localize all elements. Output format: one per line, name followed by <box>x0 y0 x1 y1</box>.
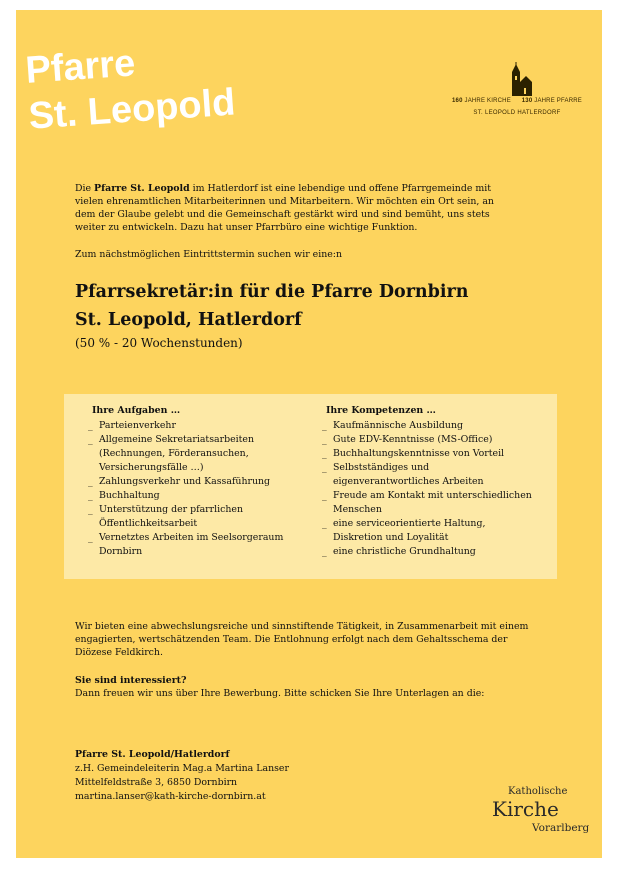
list-item: _ Zahlungsverkehr und Kassaführung <box>88 475 303 489</box>
list-item: _ Selbstständiges und eigenverantwortliches Arbeiten <box>322 461 537 489</box>
skills-list <box>322 419 537 559</box>
logo-line-2: Kirche <box>492 797 559 821</box>
contact-attn: z.H. Gemeindeleiterin Mag.a Martina Lanser <box>75 763 289 774</box>
tasks-heading: Ihre Aufgaben … <box>92 405 181 416</box>
seek-text: Zum nächstmöglichen Eintrittstermin suchen wir eine:n <box>75 249 342 260</box>
list-item: _ Buchhaltung <box>88 489 303 503</box>
intro-paragraph <box>75 182 515 234</box>
logo-right-number: 130 <box>521 98 533 104</box>
logo-left-number: 160 <box>452 98 463 104</box>
poster-title <box>24 29 300 140</box>
church-tower-icon <box>500 62 534 96</box>
anniversary-logo <box>452 62 582 122</box>
logo-right-text: JAHRE PFARRE <box>534 98 582 104</box>
skills-column <box>322 404 537 559</box>
list-item: _ Gute EDV-Kenntnisse (MS-Office) <box>322 433 537 447</box>
offer-text: Wir bieten eine abwechslungsreiche und sinnstiftende Tätigkeit, in Zusammenarbeit mit einem engagierten, wertschätzenden Team. Die Entlohnung erfolgt nach dem Gehaltsschema der Diözese Feldkirch. <box>75 621 529 658</box>
list-item: _ Unterstützung der pfarrlichen Öffentlichkeitsarbeit <box>88 503 303 531</box>
tasks-list <box>88 419 303 559</box>
list-item: _ Vernetztes Arbeiten im Seelsorgeraum Dornbirn <box>88 531 303 559</box>
list-item: _ eine serviceorientierte Haltung, Diskretion und Loyalität <box>322 517 537 545</box>
poster <box>16 10 602 858</box>
intro-parish-name: Pfarre St. Leopold <box>94 183 190 194</box>
list-item: _ Buchhaltungskenntnisse von Vorteil <box>322 447 537 461</box>
list-item: _ Parteienverkehr <box>88 419 303 433</box>
logo-left-text: JAHRE KIRCHE <box>464 98 511 104</box>
job-title <box>75 278 515 334</box>
tasks-column <box>88 404 303 559</box>
intro-prefix: Die <box>75 183 95 194</box>
list-item: _ Kaufmännische Ausbildung <box>322 419 537 433</box>
title-line-2: St. Leopold <box>27 81 237 138</box>
offer-section <box>75 620 535 700</box>
interest-text: Dann freuen wir uns über Ihre Bewerbung. Bitte schicken Sie Ihre Unterlagen an die: <box>75 688 485 699</box>
list-item: _ eine christliche Grundhaltung <box>322 545 537 559</box>
interest-title: Sie sind interessiert? <box>75 675 187 686</box>
logo-bottom-text: ST. LEOPOLD HATLERDORF <box>473 110 561 116</box>
job-title-line-2: St. Leopold, Hatlerdorf <box>75 310 302 330</box>
contact-org: Pfarre St. Leopold/Hatlerdorf <box>75 749 230 760</box>
requirements-box <box>64 394 557 579</box>
contact-email: martina.lanser@kath-kirche-dornbirn.at <box>75 791 266 802</box>
job-hours: (50 % - 20 Wochenstunden) <box>75 336 243 350</box>
intro-body: im Hatlerdorf ist eine lebendige und offene Pfarrgemeinde mit vielen ehrenamtlichen Mitarbeiterinnen und Mitarbeitern. Wir möchten ein Ort sein, an dem der Glaube gelebt und die Gemeinschaft gestärkt wird und sind bemüht, uns stets weiter zu entwickeln. Dazu hat unser Pfarrbüro eine wichtige Funktion. <box>75 183 494 233</box>
skills-heading: Ihre Kompetenzen … <box>326 405 436 416</box>
list-item: _ Allgemeine Sekretariatsarbeiten (Rechnungen, Förderansuchen, Versicherungsfälle …) <box>88 433 303 475</box>
contact-block <box>75 748 375 804</box>
job-title-line-1: Pfarrsekretär:in für die Pfarre Dornbirn <box>75 282 469 302</box>
logo-line-3: Vorarlberg <box>532 822 590 834</box>
main-content <box>75 182 515 352</box>
title-line-1: Pfarre <box>24 42 137 92</box>
contact-address: Mittelfeldstraße 3, 6850 Dornbirn <box>75 777 238 788</box>
logo-line-1: Katholische <box>508 786 568 797</box>
list-item: _ Freude am Kontakt mit unterschiedlichen Menschen <box>322 489 537 517</box>
